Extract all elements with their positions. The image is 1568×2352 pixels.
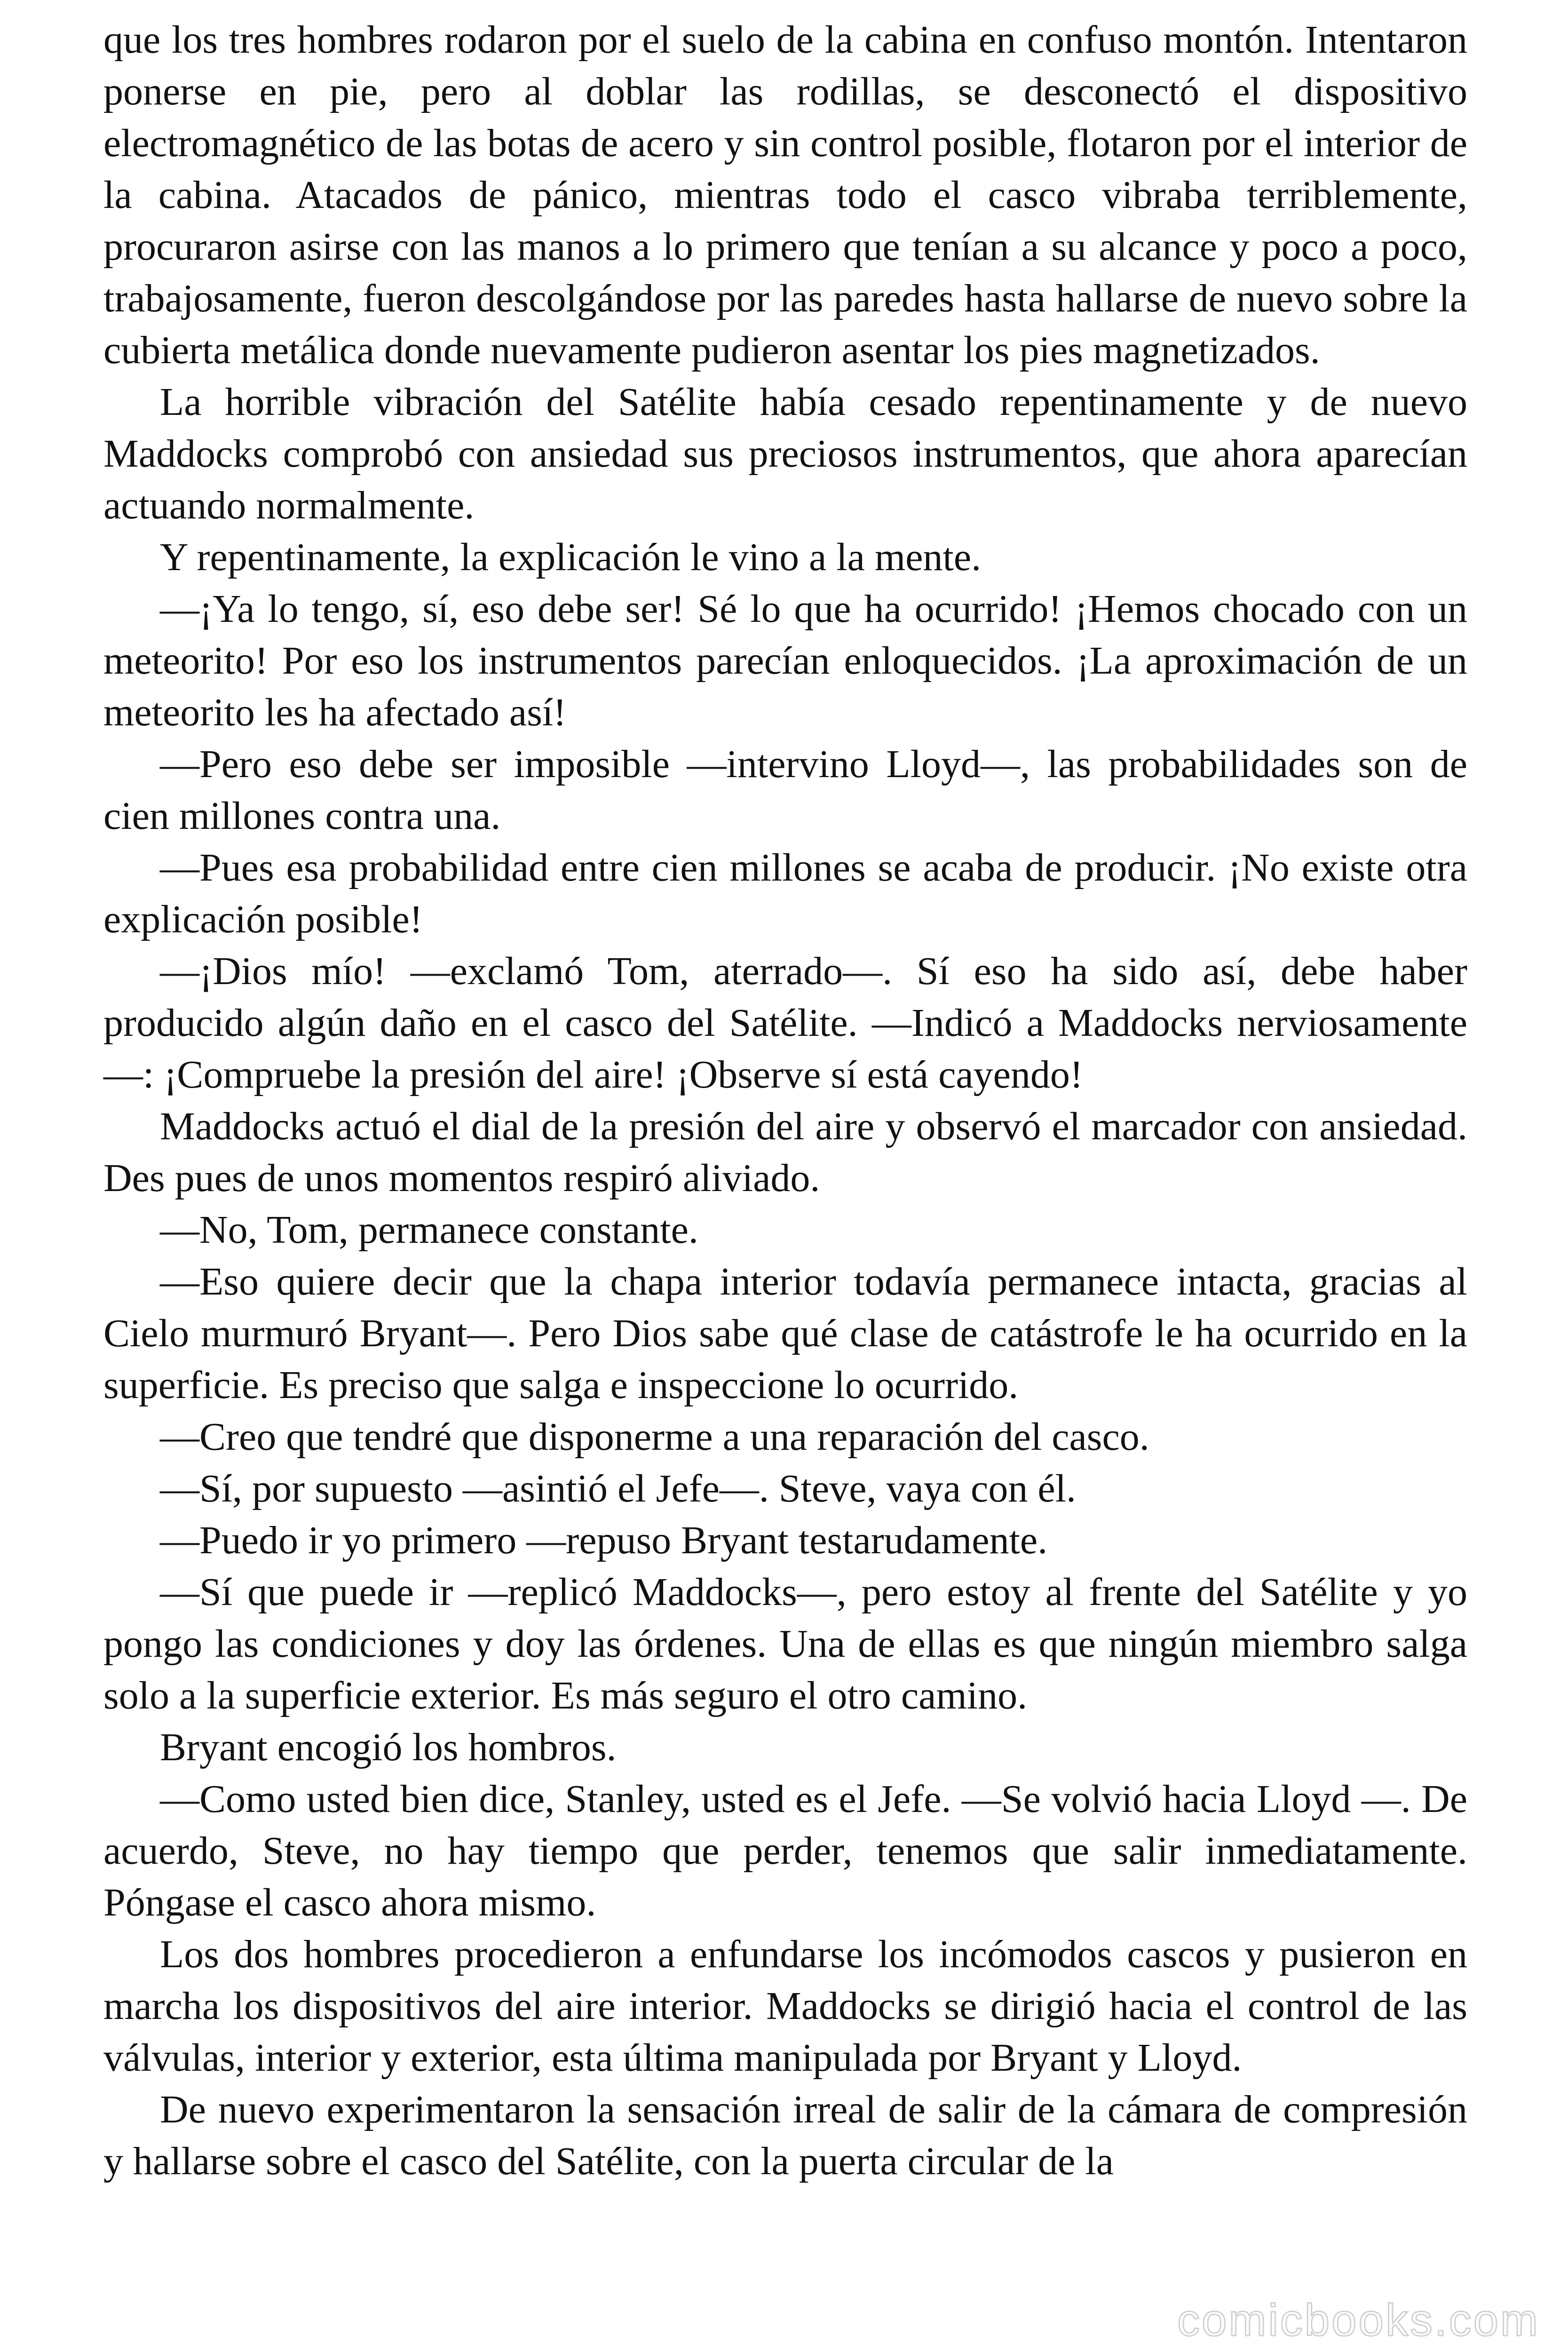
paragraph: Bryant encogió los hombros. xyxy=(160,1725,617,1769)
paragraph: —Sí, por supuesto —asintió el Jefe—. Steve, vaya con él. xyxy=(160,1467,1076,1510)
paragraph: —No, Tom, permanece constante. xyxy=(160,1208,698,1252)
paragraph: De nuevo experimentaron la sensación irreal de salir de la cámara de compresión y hallarse sobre el casco del Satélite, con la puerta circular de la xyxy=(103,2088,1467,2183)
paragraph: —Pues esa probabilidad entre cien millones se acaba de producir. ¡No existe otra explicación posible! xyxy=(103,846,1467,941)
paragraph: —¡Ya lo tengo, sí, eso debe ser! Sé lo que ha ocurrido! ¡Hemos chocado con un meteorito! Por eso los instrumentos parecían enloquecidos. ¡La aproximación de un meteorito les ha afectado así! xyxy=(103,587,1467,734)
book-page-text xyxy=(103,14,1467,2187)
paragraph: Y repentinamente, la explicación le vino a la mente. xyxy=(160,535,982,579)
paragraph: —Sí que puede ir —replicó Maddocks—, pero estoy al frente del Satélite y yo pongo las condiciones y doy las órdenes. Una de ellas es que ningún miembro salga solo a la superficie exterior. Es más seguro el otro camino. xyxy=(103,1570,1467,1717)
watermark-logo: comicbooks.com xyxy=(1177,2295,1540,2345)
paragraph: —Creo que tendré que disponerme a una reparación del casco. xyxy=(160,1415,1149,1459)
paragraph: —Eso quiere decir que la chapa interior todavía permanece intacta, gracias al Cielo murmuró Bryant—. Pero Dios sabe qué clase de catástrofe le ha ocurrido en la superficie. Es preciso que salga e inspeccione lo ocurrido. xyxy=(103,1260,1467,1407)
paragraph: que los tres hombres rodaron por el suelo de la cabina en confuso montón. Intentaron ponerse en pie, pero al doblar las rodillas, se desconectó el dispositivo electromagnético de las botas de acero y sin control posible, flotaron por el interior de la cabina. Atacados de pánico, mientras todo el casco vibraba terriblemente, procuraron asirse con las manos a lo primero que tenían a su alcance y poco a poco, trabajosamente, fueron descolgándose por las paredes hasta hallarse de nuevo sobre la cubierta metálica donde nuevamente pudieron asentar los pies magnetizados. xyxy=(103,18,1467,372)
paragraph: Los dos hombres procedieron a enfundarse los incómodos cascos y pusieron en marcha los dispositivos del aire interior. Maddocks se dirigió hacia el control de las válvulas, interior y exterior, esta última manipulada por Bryant y Lloyd. xyxy=(103,1932,1467,2080)
paragraph: —Pero eso debe ser imposible —intervino Lloyd—, las probabilidades son de cien millones contra una. xyxy=(103,742,1467,838)
paragraph: —Como usted bien dice, Stanley, usted es el Jefe. —Se volvió hacia Lloyd —. De acuerdo, Steve, no hay tiempo que perder, tenemos que salir inmediatamente. Póngase el casco ahora mismo. xyxy=(103,1777,1467,1924)
paragraph: La horrible vibración del Satélite había cesado repentinamente y de nuevo Maddocks comprobó con ansiedad sus preciosos instrumentos, que ahora aparecían actuando normalmente. xyxy=(103,380,1467,527)
paragraph: —Puedo ir yo primero —repuso Bryant testarudamente. xyxy=(160,1518,1048,1562)
paragraph: —¡Dios mío! —exclamó Tom, aterrado—. Sí eso ha sido así, debe haber producido algún daño en el casco del Satélite. —Indicó a Maddocks nerviosamente—: ¡Compruebe la presión del aire! ¡Observe sí está cayendo! xyxy=(103,949,1467,1097)
paragraph: Maddocks actuó el dial de la presión del aire y observó el marcador con ansiedad. Des pues de unos momentos respiró aliviado. xyxy=(103,1104,1467,1200)
